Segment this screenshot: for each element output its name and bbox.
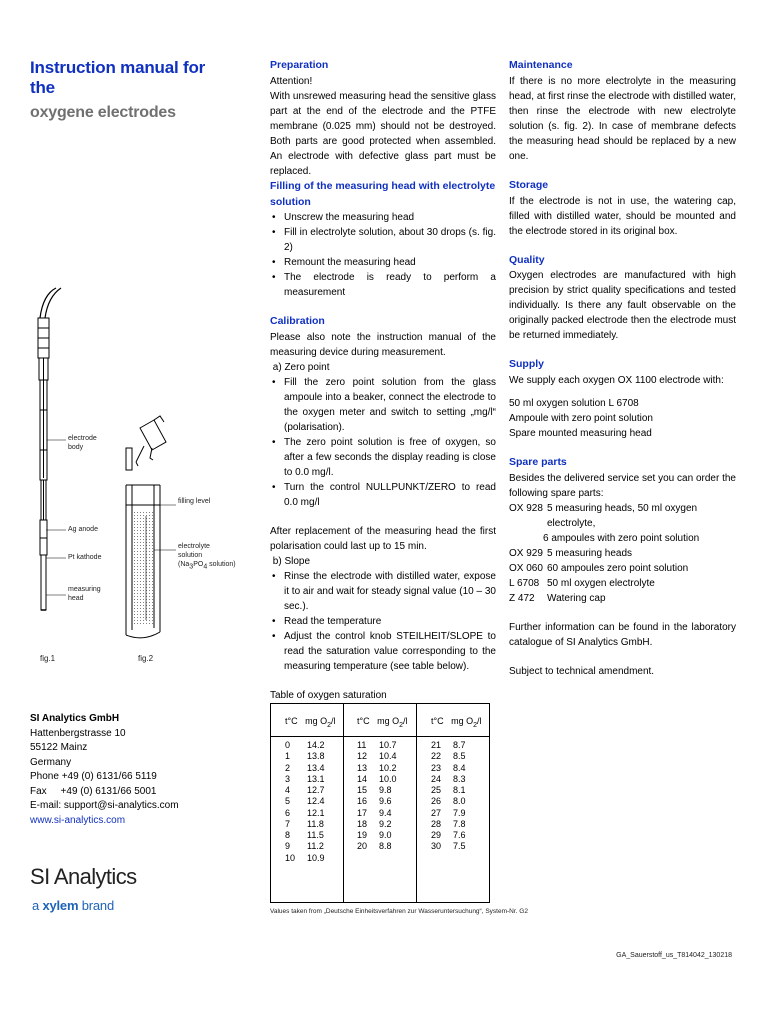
zero-point-step: • Fill the zero point solution from the glass ampoule into a beaker, connect the electrode to the oxygen meter and switch to setting „mg/l“ (polarisation). [270, 375, 496, 435]
company-phone: Phone +49 (0) 6131/66 5119 [30, 771, 157, 782]
temperature-cell: 7 [285, 818, 291, 829]
table-header: t°C mg $O_2/l$ [285, 716, 336, 729]
title-block [30, 58, 230, 124]
filling-step: • Unscrew the measuring head [270, 210, 496, 225]
temperature-cell: 20 [357, 841, 368, 852]
spare-part-description: 5 measuring heads, 50 ml oxygen electrolyte, [547, 502, 698, 529]
company-email: E-mail: support@si-analytics.com [30, 800, 179, 811]
table-row [357, 819, 409, 830]
oxygen-cell: 14.2 [307, 740, 325, 750]
temperature-cell: 25 [431, 785, 442, 795]
temperature-cell: 1 [285, 751, 291, 762]
oxygen-cell: 9.6 [379, 796, 392, 807]
table-row [431, 841, 483, 852]
oxygen-cell: 12.4 [307, 796, 325, 807]
oxygen-cell: 13.1 [307, 773, 325, 784]
table-row [285, 796, 337, 807]
temperature-cell: 29 [431, 830, 442, 840]
document-code: GA_Sauerstoff_us_T814042_130218 [616, 952, 732, 959]
table-row [431, 785, 483, 796]
temperature-cell: 0 [285, 740, 291, 750]
temperature-cell: 27 [431, 807, 442, 818]
zero-point-steps-list [270, 375, 496, 510]
slope-step: • Rinse the electrode with distilled water, expose it to air and wait for steady signal value (10 – 30 sec.). [270, 569, 496, 614]
table-column-2 [357, 716, 408, 852]
fig2-caption: fig.2 [138, 654, 154, 663]
temperature-cell: 16 [357, 796, 368, 807]
oxygen-cell: 12.1 [307, 807, 325, 818]
filling-step: • Remount the measuring head [270, 255, 496, 270]
oxygen-cell: 7.5 [453, 841, 466, 852]
label-pt-kathode: Pt kathode [68, 554, 102, 561]
document-subtitle: oxygene electrodes [30, 103, 176, 121]
temperature-cell: 4 [285, 785, 291, 795]
temperature-cell: 19 [357, 830, 368, 840]
company-street: Hattenbergstrasse 10 [30, 727, 126, 739]
fig1-caption: fig.1 [40, 654, 56, 663]
oxygen-cell: 8.5 [453, 751, 466, 762]
spare-parts-intro: Besides the delivered service set you can order the following spare parts: [509, 472, 736, 499]
slope-step: • Read the temperature [270, 614, 496, 629]
calibration-after-text: After replacement of the measuring head the first polarisation could last up to 15 min. [270, 526, 496, 552]
maintenance-text: If there is no more electrolyte in the measuring head, at first rinse the electrode with distilled water, then rinse the electrode with new electrolyte solution (s. fig. 2). In case of membrane defects the measuring head should be replaced by a new one. [509, 75, 736, 162]
oxygen-cell: 8.4 [453, 762, 466, 773]
table-row [285, 841, 337, 852]
fig1-electrode-drawing [38, 288, 66, 610]
electrode-figures [28, 280, 248, 670]
spare-part-item [509, 576, 736, 591]
table-row [431, 819, 483, 830]
preparation-heading: Preparation [270, 59, 329, 71]
calibration-intro: Please also note the instruction manual of the measuring device during measurement. [270, 332, 496, 358]
supply-item: 50 ml oxygen solution L 6708 [509, 398, 639, 409]
oxygen-cell: 8.7 [453, 740, 466, 750]
temperature-cell: 22 [431, 751, 442, 762]
oxygen-cell: 10.9 [307, 852, 325, 863]
supply-heading: Supply [509, 358, 545, 371]
spare-part-description: 50 ml oxygen electrolyte [547, 577, 655, 589]
oxygen-cell: 11.2 [307, 841, 324, 852]
oxygen-cell: 11.5 [307, 830, 324, 840]
spare-part-description: Watering cap [547, 592, 606, 604]
oxygen-cell: 13.4 [307, 762, 325, 773]
temperature-cell: 15 [357, 785, 368, 795]
filling-step: • The electrode is ready to perform a measurement [270, 270, 496, 300]
temperature-cell: 24 [431, 773, 442, 784]
technical-amendment-note: Subject to technical amendment. [509, 665, 655, 677]
spare-part-description: 5 measuring heads [547, 547, 633, 559]
table-row [431, 796, 483, 807]
temperature-cell: 28 [431, 818, 442, 829]
spare-part-item [509, 591, 736, 606]
temperature-cell: 11 [357, 740, 367, 750]
table-column-3 [431, 716, 482, 852]
spare-part-item [509, 546, 736, 561]
logo-tagline: a xylem brand [32, 898, 114, 913]
oxygen-cell: 7.8 [453, 818, 466, 829]
table-row [285, 819, 337, 830]
temperature-cell: 12 [357, 751, 368, 762]
company-name: SI Analytics GmbH [30, 713, 120, 724]
label-electrode-body: electrode body [68, 435, 97, 451]
table-row [357, 796, 409, 807]
temperature-cell: 26 [431, 796, 442, 807]
table-row [285, 830, 337, 841]
oxygen-cell: 9.8 [379, 785, 392, 795]
calibration-heading: Calibration [270, 315, 325, 328]
oxygen-cell: 10.0 [379, 773, 397, 784]
company-fax: Fax +49 (0) 6131/66 5001 [30, 785, 157, 797]
oxygen-cell: 8.8 [379, 841, 392, 852]
table-caption: Table of oxygen saturation [270, 690, 387, 701]
right-column [509, 58, 736, 679]
fig2-filling-drawing [126, 416, 176, 638]
quality-text: Oxygen electrodes are manufactured with high precision by strict quality specifications and tested individually. Is there any fault observable on the originally packed electrode then the electrode must be returned immediately. [509, 270, 736, 342]
preparation-text: With unsrewed measuring head the sensitive glass part at the end of the electrode and the PTFE membrane (0.025 mm) should not be destroyed. Both parts are good protected when assembled. An electrode with defective glass part must be replaced. [270, 90, 496, 177]
oxygen-cell: 10.7 [379, 740, 397, 750]
middle-column [270, 58, 496, 703]
filling-steps-list [270, 210, 496, 300]
temperature-cell: 9 [285, 841, 291, 852]
label-measuring-head: measuring head [68, 586, 101, 602]
table-row [357, 751, 409, 762]
spare-part-item [509, 501, 736, 531]
table-column-1 [285, 716, 336, 863]
temperature-cell: 10 [285, 852, 296, 863]
si-analytics-logo [30, 866, 230, 916]
table-row [357, 785, 409, 796]
oxygen-cell: 9.0 [379, 830, 392, 840]
temperature-cell: 14 [357, 773, 368, 784]
temperature-cell: 3 [285, 773, 291, 784]
spare-part-description: 60 ampoules zero point solution [547, 562, 689, 574]
spare-part-item [509, 561, 736, 576]
temperature-cell: 23 [431, 762, 442, 773]
temperature-cell: 21 [431, 740, 442, 750]
label-ag-anode: Ag anode [68, 526, 98, 533]
table-source-note: Values taken from „Deutsche Einheitsverfahren zur Wasseruntersuchung“, System-Nr. G2 [270, 908, 528, 915]
table-row [357, 774, 409, 785]
spare-part-code: Z 472 [509, 592, 535, 604]
table-row [431, 830, 483, 841]
filling-step: • Fill in electrolyte solution, about 30 drops (s. fig. 2) [270, 225, 496, 255]
temperature-cell: 18 [357, 818, 368, 829]
oxygen-cell: 7.6 [453, 830, 466, 840]
zero-point-label: a) Zero point [270, 362, 330, 373]
logo-wordmark: SI Analytics [30, 864, 137, 889]
table-row [357, 841, 409, 852]
table-row [285, 853, 337, 864]
temperature-cell: 5 [285, 796, 291, 807]
temperature-cell: 30 [431, 841, 442, 852]
company-city: 55122 Mainz [30, 742, 88, 753]
label-electrolyte-solution: electrolyte solution ($Na_3PO_4$ solution) [178, 543, 236, 570]
quality-heading: Quality [509, 253, 545, 266]
table-header: t°C mg $O_2/l$ [431, 716, 482, 729]
preparation-attention: Attention! [270, 75, 313, 87]
spare-part-code: OX 928 [509, 502, 543, 514]
supply-intro: We supply each oxygen OX 1100 electrode with: [509, 375, 724, 386]
zero-point-step: • The zero point solution is free of oxygen, so after a few seconds the display reading is close to 0.0 mg/l. [270, 435, 496, 480]
spare-part-code: OX 929 [509, 547, 543, 559]
table-header: t°C mg $O_2/l$ [357, 716, 408, 729]
oxygen-cell: 8.0 [453, 796, 466, 807]
slope-steps-list [270, 569, 496, 674]
oxygen-cell: 10.2 [379, 762, 397, 773]
table-row [431, 763, 483, 774]
filling-heading: Filling of the measuring head with electrolyte solution [270, 179, 496, 208]
company-country: Germany [30, 756, 72, 768]
oxygen-cell: 8.3 [453, 773, 466, 784]
table-row [431, 774, 483, 785]
supply-item: Spare mounted measuring head [509, 428, 652, 439]
supply-item: Ampoule with zero point solution [509, 413, 653, 424]
table-row [357, 830, 409, 841]
further-information: Further information can be found in the laboratory catalogue of SI Analytics GmbH. [509, 621, 736, 648]
company-website-link[interactable]: www.si-analytics.com [30, 814, 126, 826]
oxygen-cell: 8.1 [453, 785, 466, 795]
table-row [285, 785, 337, 796]
storage-heading: Storage [509, 178, 549, 191]
oxygen-cell: 9.2 [379, 818, 392, 829]
zero-point-step: • Turn the control NULLPUNKT/ZERO to read 0.0 mg/l [270, 480, 496, 510]
temperature-cell: 8 [285, 830, 291, 840]
electrode-diagram [28, 280, 248, 670]
table-row [357, 808, 409, 819]
slope-label: b) Slope [270, 556, 311, 567]
table-row [285, 774, 337, 785]
oxygen-cell: 13.8 [307, 751, 325, 762]
table-row [431, 740, 483, 751]
maintenance-heading: Maintenance [509, 59, 573, 71]
company-address [30, 712, 230, 828]
table-row [431, 808, 483, 819]
oxygen-cell: 10.4 [379, 751, 397, 762]
table-row [357, 740, 409, 751]
oxygen-cell: 9.4 [379, 807, 392, 818]
label-filling-level: filling level [178, 498, 211, 505]
document-title: Instruction manual for the [30, 58, 206, 98]
temperature-cell: 17 [357, 807, 368, 818]
temperature-cell: 13 [357, 762, 368, 773]
oxygen-cell: 12.7 [307, 785, 325, 795]
spare-part-description-continued: 6 ampoules with zero point solution [543, 532, 700, 544]
temperature-cell: 2 [285, 762, 291, 773]
table-row [357, 763, 409, 774]
oxygen-saturation-table [270, 703, 490, 903]
storage-text: If the electrode is not in use, the watering cap, filled with distilled water, should be mounted and the electrode stored in its original box. [509, 195, 736, 237]
table-row [431, 751, 483, 762]
spare-parts-list [509, 501, 736, 606]
spare-part-code: L 6708 [509, 577, 540, 589]
slope-step: • Adjust the control knob STEILHEIT/SLOPE to read the saturation value corresponding to the measuring temperature (see table below). [270, 629, 496, 674]
oxygen-cell: 11.8 [307, 818, 324, 829]
spare-parts-heading: Spare parts [509, 456, 567, 468]
table-row [285, 808, 337, 819]
oxygen-cell: 7.9 [453, 807, 466, 818]
temperature-cell: 6 [285, 807, 291, 818]
table-row [285, 751, 337, 762]
table-row [285, 740, 337, 751]
table-row [285, 763, 337, 774]
spare-part-code: OX 060 [509, 562, 543, 574]
